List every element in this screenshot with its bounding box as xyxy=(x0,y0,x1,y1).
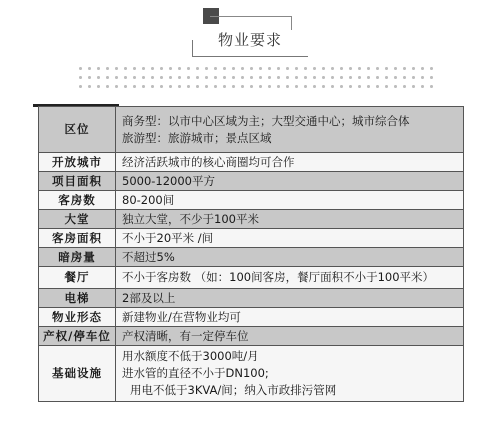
table-row xyxy=(39,267,464,289)
row-label: 产权/停车位 xyxy=(39,327,116,346)
table-row xyxy=(39,327,464,346)
row-label: 客房数 xyxy=(39,191,116,210)
row-value-line: 不小于20平米 /间 xyxy=(122,230,214,245)
row-label: 暗房量 xyxy=(39,248,116,267)
table-row xyxy=(39,229,464,248)
row-value-line: 不超过5% xyxy=(122,249,175,264)
table-row xyxy=(39,308,464,327)
row-label: 物业形态 xyxy=(39,308,116,327)
table-row xyxy=(39,346,464,402)
dot-pattern xyxy=(76,64,436,90)
row-label: 基础设施 xyxy=(39,346,116,402)
section-header xyxy=(0,0,500,62)
table-row xyxy=(39,107,464,153)
row-value-line: 新建物业/在营物业均可 xyxy=(122,309,241,324)
row-value xyxy=(116,210,464,229)
row-value xyxy=(116,289,464,308)
title-frame-top xyxy=(210,16,292,17)
row-value-line: 旅游型：旅游城市；景点区域 xyxy=(122,130,272,145)
row-value xyxy=(116,248,464,267)
row-label: 项目面积 xyxy=(39,172,116,191)
row-value-line: 5000-12000平方 xyxy=(122,173,215,188)
row-value-line: 独立大堂，不少于100平米 xyxy=(122,211,259,226)
row-label: 区位 xyxy=(39,107,116,153)
row-label: 餐厅 xyxy=(39,267,116,289)
row-value xyxy=(116,308,464,327)
table-row xyxy=(39,153,464,172)
row-value xyxy=(116,172,464,191)
row-value-line: 80-200间 xyxy=(122,192,175,207)
row-value xyxy=(116,327,464,346)
row-value-line: 不小于客房数 （如：100间客房，餐厅面积不小于100平米） xyxy=(122,270,435,284)
row-value-line: 经济活跃城市的核心商圈均可合作 xyxy=(122,154,295,169)
row-value-line: 进水管的直径不小于DN100; xyxy=(122,366,269,380)
row-label: 电梯 xyxy=(39,289,116,308)
row-value xyxy=(116,153,464,172)
page-title: 物业要求 xyxy=(217,30,282,49)
title-frame-right xyxy=(291,16,292,30)
row-value xyxy=(116,346,464,402)
table-row xyxy=(39,172,464,191)
requirements-table xyxy=(38,106,464,402)
table-row xyxy=(39,210,464,229)
row-value xyxy=(116,229,464,248)
row-value xyxy=(116,191,464,210)
row-label: 开放城市 xyxy=(39,153,116,172)
table-row xyxy=(39,191,464,210)
table-row xyxy=(39,248,464,267)
table-row xyxy=(39,289,464,308)
row-value-line: 用电不低于3KVA/间；纳入市政排污管网 xyxy=(130,383,337,397)
row-value-line: 产权清晰，有一定停车位 xyxy=(122,328,249,343)
row-label: 大堂 xyxy=(39,210,116,229)
row-value xyxy=(116,107,464,153)
row-value-line: 用水额度不低于3000吨/月 xyxy=(122,349,259,363)
title-frame-bottom xyxy=(192,56,308,57)
row-value-line: 商务型：以市中心区域为主；大型交通中心；城市综合体 xyxy=(122,113,410,128)
row-label: 客房面积 xyxy=(39,229,116,248)
row-value xyxy=(116,267,464,289)
row-value-line: 2部及以上 xyxy=(122,290,176,305)
title-frame-left xyxy=(192,40,193,57)
